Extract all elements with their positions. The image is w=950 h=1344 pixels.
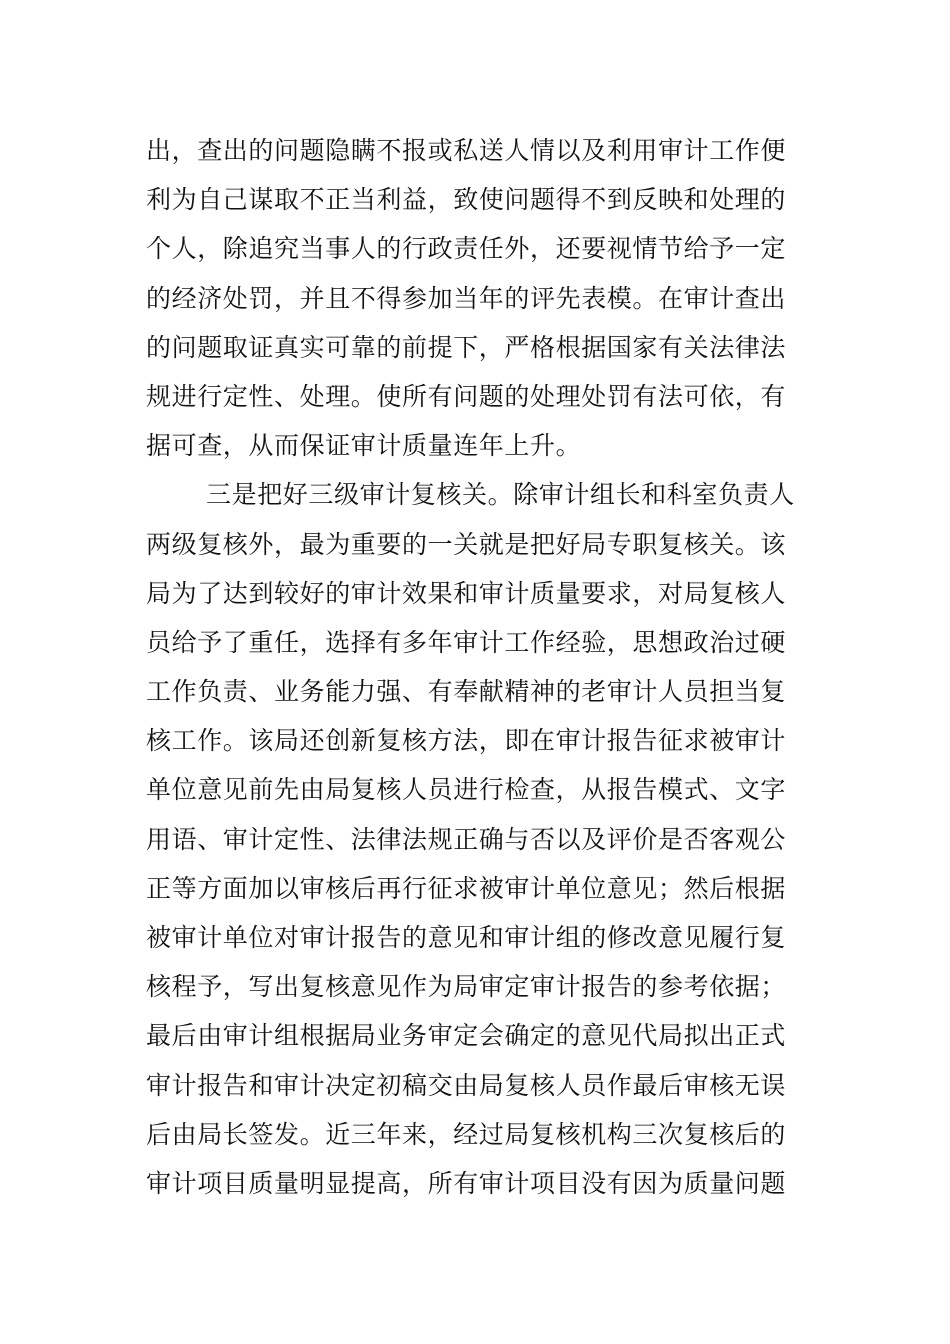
text-line: 的经济处罚，并且不得参加当年的评先表模。在审计查出	[146, 283, 787, 313]
text-line: 工作负责、业务能力强、有奉献精神的老审计人员担当复	[146, 677, 787, 707]
text-line: 据可查，从而保证审计质量连年上升。	[146, 431, 582, 461]
text-line: 后由局长签发。近三年来，经过局复核机构三次复核后的	[146, 1119, 787, 1149]
text-line: 单位意见前先由局复核人员进行检查，从报告模式、文字	[146, 775, 787, 805]
text-line: 核程予，写出复核意见作为局审定审计报告的参考依据；	[146, 972, 787, 1002]
text-line: 出，查出的问题隐瞒不报或私送人情以及利用审计工作便	[146, 136, 787, 165]
text-line: 审计项目质量明显提高，所有审计项目没有因为质量问题	[146, 1168, 787, 1198]
text-line: 两级复核外，最为重要的一关就是把好局专职复核关。该	[146, 529, 787, 559]
text-line: 利为自己谋取不正当利益，致使问题得不到反映和处理的	[146, 185, 787, 215]
text-line: 正等方面加以审核后再行征求被审计单位意见；然后根据	[146, 873, 787, 903]
text-line: 员给予了重任，选择有多年审计工作经验，思想政治过硬	[146, 627, 787, 657]
paragraph-first-line: 三是把好三级审计复核关。除审计组长和科室负责人	[206, 480, 795, 510]
text-line: 用语、审计定性、法律法规正确与否以及评价是否客观公	[146, 824, 787, 854]
text-line: 被审计单位对审计报告的意见和审计组的修改意见履行复	[146, 923, 787, 952]
body-text	[146, 126, 816, 1208]
text-line: 的问题取证真实可靠的前提下，严格根据国家有关法律法	[146, 332, 787, 362]
text-line: 个人，除追究当事人的行政责任外，还要视情节给予一定	[146, 234, 787, 264]
text-line: 核工作。该局还创新复核方法，即在审计报告征求被审计	[146, 726, 787, 756]
text-line: 规进行定性、处理。使所有问题的处理处罚有法可依，有	[146, 381, 787, 411]
text-line: 局为了达到较好的审计效果和审计质量要求，对局复核人	[146, 578, 787, 608]
text-line: 审计报告和审计决定初稿交由局复核人员作最后审核无误	[146, 1070, 787, 1100]
text-line: 最后由审计组根据局业务审定会确定的意见代局拟出正式	[146, 1021, 787, 1051]
